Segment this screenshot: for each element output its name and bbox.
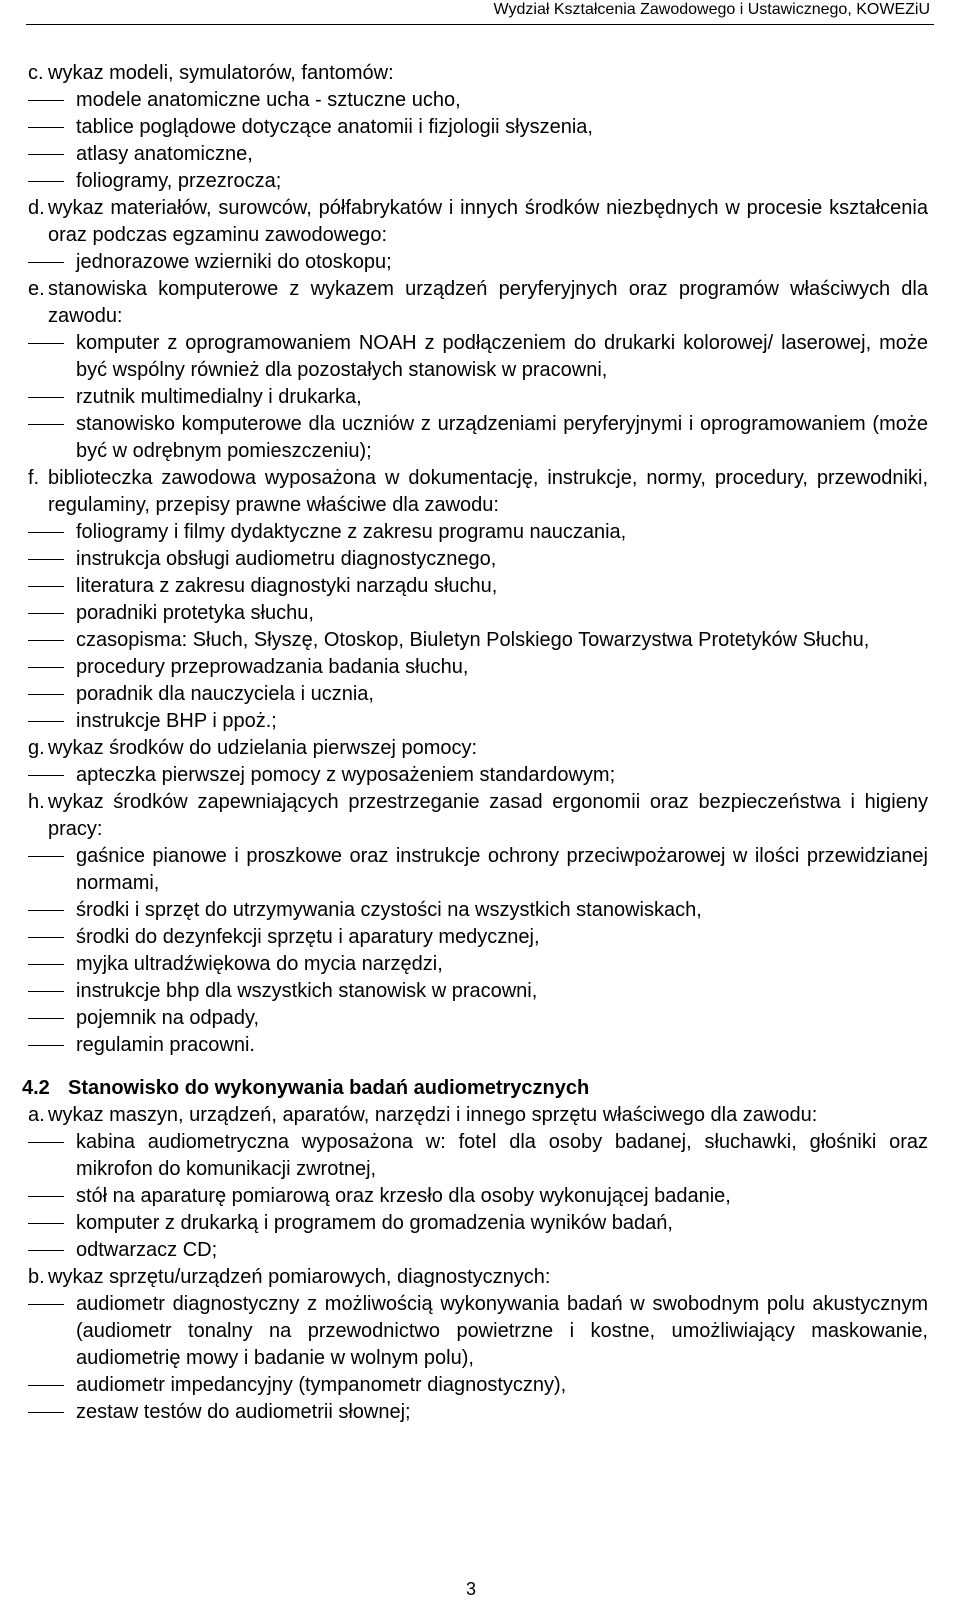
dash-bullet [28, 1250, 64, 1251]
dash-bullet [28, 667, 64, 668]
bullet-text: literatura z zakresu diagnostyki narządu słuchu, [76, 575, 498, 597]
bullet-item [28, 114, 928, 141]
bullet-item [28, 141, 928, 168]
item-letter: b. [28, 1266, 45, 1288]
dash-bullet [28, 964, 64, 965]
bullet-item [28, 681, 928, 708]
bullet-text: regulamin pracowni. [76, 1034, 255, 1056]
header-rule [26, 24, 934, 25]
bullet-text: rzutnik multimedialny i drukarka, [76, 386, 362, 408]
item-text: wykaz materiałów, surowców, półfabrykatów i innych środków niezbędnych w procesie kształcenia oraz podczas egzaminu zawodowego: [48, 197, 928, 246]
list-item-g [28, 735, 928, 762]
bullet-item [28, 1210, 928, 1237]
bullet-item [28, 654, 928, 681]
bullet-item [28, 600, 928, 627]
dash-bullet [28, 397, 64, 398]
bullet-item [28, 897, 928, 924]
bullet-item [28, 330, 928, 384]
bullet-text: instrukcja obsługi audiometru diagnostycznego, [76, 548, 497, 570]
bullet-item [28, 708, 928, 735]
dash-bullet [28, 1412, 64, 1413]
dash-bullet [28, 910, 64, 911]
bullet-item [28, 627, 928, 654]
dash-bullet [28, 181, 64, 182]
dash-bullet [28, 991, 64, 992]
item-letter: a. [28, 1104, 45, 1126]
bullet-item [28, 978, 928, 1005]
list-item-b [28, 1264, 928, 1291]
bullet-text: środki i sprzęt do utrzymywania czystości na wszystkich stanowiskach, [76, 899, 702, 921]
item-letter: f. [28, 467, 40, 489]
bullet-item [28, 411, 928, 465]
dash-bullet [28, 775, 64, 776]
list-item-c [28, 60, 928, 87]
bullet-text: instrukcje bhp dla wszystkich stanowisk w pracowni, [76, 980, 538, 1002]
document-body [22, 60, 928, 1426]
bullet-item [28, 384, 928, 411]
bullet-item [28, 951, 928, 978]
section-heading [22, 1075, 928, 1102]
bullet-item [28, 1372, 928, 1399]
bullet-text: poradnik dla nauczyciela i ucznia, [76, 683, 374, 705]
list-item-e [28, 276, 928, 330]
item-text: wykaz maszyn, urządzeń, aparatów, narzędzi i innego sprzętu właściwego dla zawodu: [48, 1104, 818, 1126]
bullet-text: stanowisko komputerowe dla uczniów z urządzeniami peryferyjnymi i oprogramowaniem (może być w odrębnym pomieszczeniu); [76, 413, 928, 462]
bullet-text: komputer z oprogramowaniem NOAH z podłączeniem do drukarki kolorowej/ laserowej, może być wspólny również dla pozostałych stanowisk w pracowni, [76, 332, 928, 381]
list-item-a [28, 1102, 928, 1129]
bullet-item [28, 249, 928, 276]
dash-bullet [28, 262, 64, 263]
bullet-item [28, 573, 928, 600]
bullet-text: poradniki protetyka słuchu, [76, 602, 314, 624]
bullet-text: gaśnice pianowe i proszkowe oraz instrukcje ochrony przeciwpożarowej w ilości przewidzianej normami, [76, 845, 928, 894]
bullet-text: instrukcje BHP i ppoż.; [76, 710, 277, 732]
dash-bullet [28, 1304, 64, 1305]
page-number: 3 [466, 1579, 477, 1599]
item-text: wykaz modeli, symulatorów, fantomów: [48, 62, 394, 84]
item-text: biblioteczka zawodowa wyposażona w dokumentację, instrukcje, normy, procedury, przewodniki, regulaminy, przepisy prawne właściwe dla zawodu: [48, 467, 928, 516]
bullet-text: apteczka pierwszej pomocy z wyposażeniem standardowym; [76, 764, 616, 786]
list-item-d [28, 195, 928, 249]
bullet-text: foliogramy i filmy dydaktyczne z zakresu programu nauczania, [76, 521, 627, 543]
item-letter: d. [28, 197, 45, 219]
section-number: 4.2 [22, 1077, 50, 1099]
bullet-text: procedury przeprowadzania badania słuchu, [76, 656, 469, 678]
bullet-item [28, 1399, 928, 1426]
bullet-item [28, 924, 928, 951]
bullet-text: audiometr impedancyjny (tympanometr diagnostyczny), [76, 1374, 567, 1396]
bullet-item [28, 762, 928, 789]
bullet-item [28, 519, 928, 546]
bullet-item [28, 1237, 928, 1264]
dash-bullet [28, 559, 64, 560]
item-text: wykaz środków do udzielania pierwszej pomocy: [48, 737, 478, 759]
dash-bullet [28, 1223, 64, 1224]
bullet-text: tablice poglądowe dotyczące anatomii i fizjologii słyszenia, [76, 116, 593, 138]
bullet-item [28, 1291, 928, 1372]
dash-bullet [28, 1018, 64, 1019]
dash-bullet [28, 1142, 64, 1143]
dash-bullet [28, 532, 64, 533]
bullet-text: myjka ultradźwiękowa do mycia narzędzi, [76, 953, 443, 975]
dash-bullet [28, 154, 64, 155]
bullet-text: jednorazowe wzierniki do otoskopu; [76, 251, 392, 273]
page-header: Wydział Kształcenia Zawodowego i Ustawicznego, KOWEZiU [493, 1, 930, 18]
bullet-text: stół na aparaturę pomiarową oraz krzesło dla osoby wykonującej badanie, [76, 1185, 731, 1207]
bullet-text: środki do dezynfekcji sprzętu i aparatury medycznej, [76, 926, 540, 948]
section-title: Stanowisko do wykonywania badań audiometrycznych [68, 1077, 590, 1099]
dash-bullet [28, 694, 64, 695]
bullet-text: pojemnik na odpady, [76, 1007, 260, 1029]
dash-bullet [28, 127, 64, 128]
bullet-item [28, 168, 928, 195]
dash-bullet [28, 640, 64, 641]
bullet-item [28, 1005, 928, 1032]
bullet-text: audiometr diagnostyczny z możliwością wykonywania badań w swobodnym polu akustycznym (audiometr tonalny na przewodnictwo powietrzne i kostne, umożliwiający maskowanie, audiometrię mowy i badanie w wolnym polu), [76, 1293, 928, 1369]
item-text: wykaz sprzętu/urządzeń pomiarowych, diagnostycznych: [48, 1266, 551, 1288]
dash-bullet [28, 613, 64, 614]
bullet-text: atlasy anatomiczne, [76, 143, 253, 165]
bullet-item [28, 87, 928, 114]
item-letter: g. [28, 737, 45, 759]
item-letter: c. [28, 62, 44, 84]
dash-bullet [28, 937, 64, 938]
item-text: stanowiska komputerowe z wykazem urządzeń peryferyjnych oraz programów właściwych dla zawodu: [48, 278, 928, 327]
dash-bullet [28, 424, 64, 425]
bullet-text: komputer z drukarką i programem do gromadzenia wyników badań, [76, 1212, 673, 1234]
bullet-item [28, 1129, 928, 1183]
dash-bullet [28, 1385, 64, 1386]
bullet-text: foliogramy, przezrocza; [76, 170, 282, 192]
dash-bullet [28, 721, 64, 722]
bullet-item [28, 1032, 928, 1059]
list-item-f [28, 465, 928, 519]
dash-bullet [28, 1045, 64, 1046]
item-text: wykaz środków zapewniających przestrzeganie zasad ergonomii oraz bezpieczeństwa i higieny pracy: [48, 791, 928, 840]
bullet-text: modele anatomiczne ucha - sztuczne ucho, [76, 89, 461, 111]
dash-bullet [28, 586, 64, 587]
dash-bullet [28, 100, 64, 101]
item-letter: e. [28, 278, 45, 300]
bullet-text: zestaw testów do audiometrii słownej; [76, 1401, 411, 1423]
list-item-h [28, 789, 928, 843]
dash-bullet [28, 1196, 64, 1197]
bullet-item [28, 546, 928, 573]
bullet-item [28, 843, 928, 897]
item-letter: h. [28, 791, 45, 813]
dash-bullet [28, 856, 64, 857]
bullet-item [28, 1183, 928, 1210]
bullet-text: czasopisma: Słuch, Słyszę, Otoskop, Biuletyn Polskiego Towarzystwa Protetyków Słuchu, [76, 629, 870, 651]
bullet-text: kabina audiometryczna wyposażona w: fotel dla osoby badanej, słuchawki, głośniki oraz mikrofon do komunikacji zwrotnej, [76, 1131, 928, 1180]
dash-bullet [28, 343, 64, 344]
bullet-text: odtwarzacz CD; [76, 1239, 218, 1261]
